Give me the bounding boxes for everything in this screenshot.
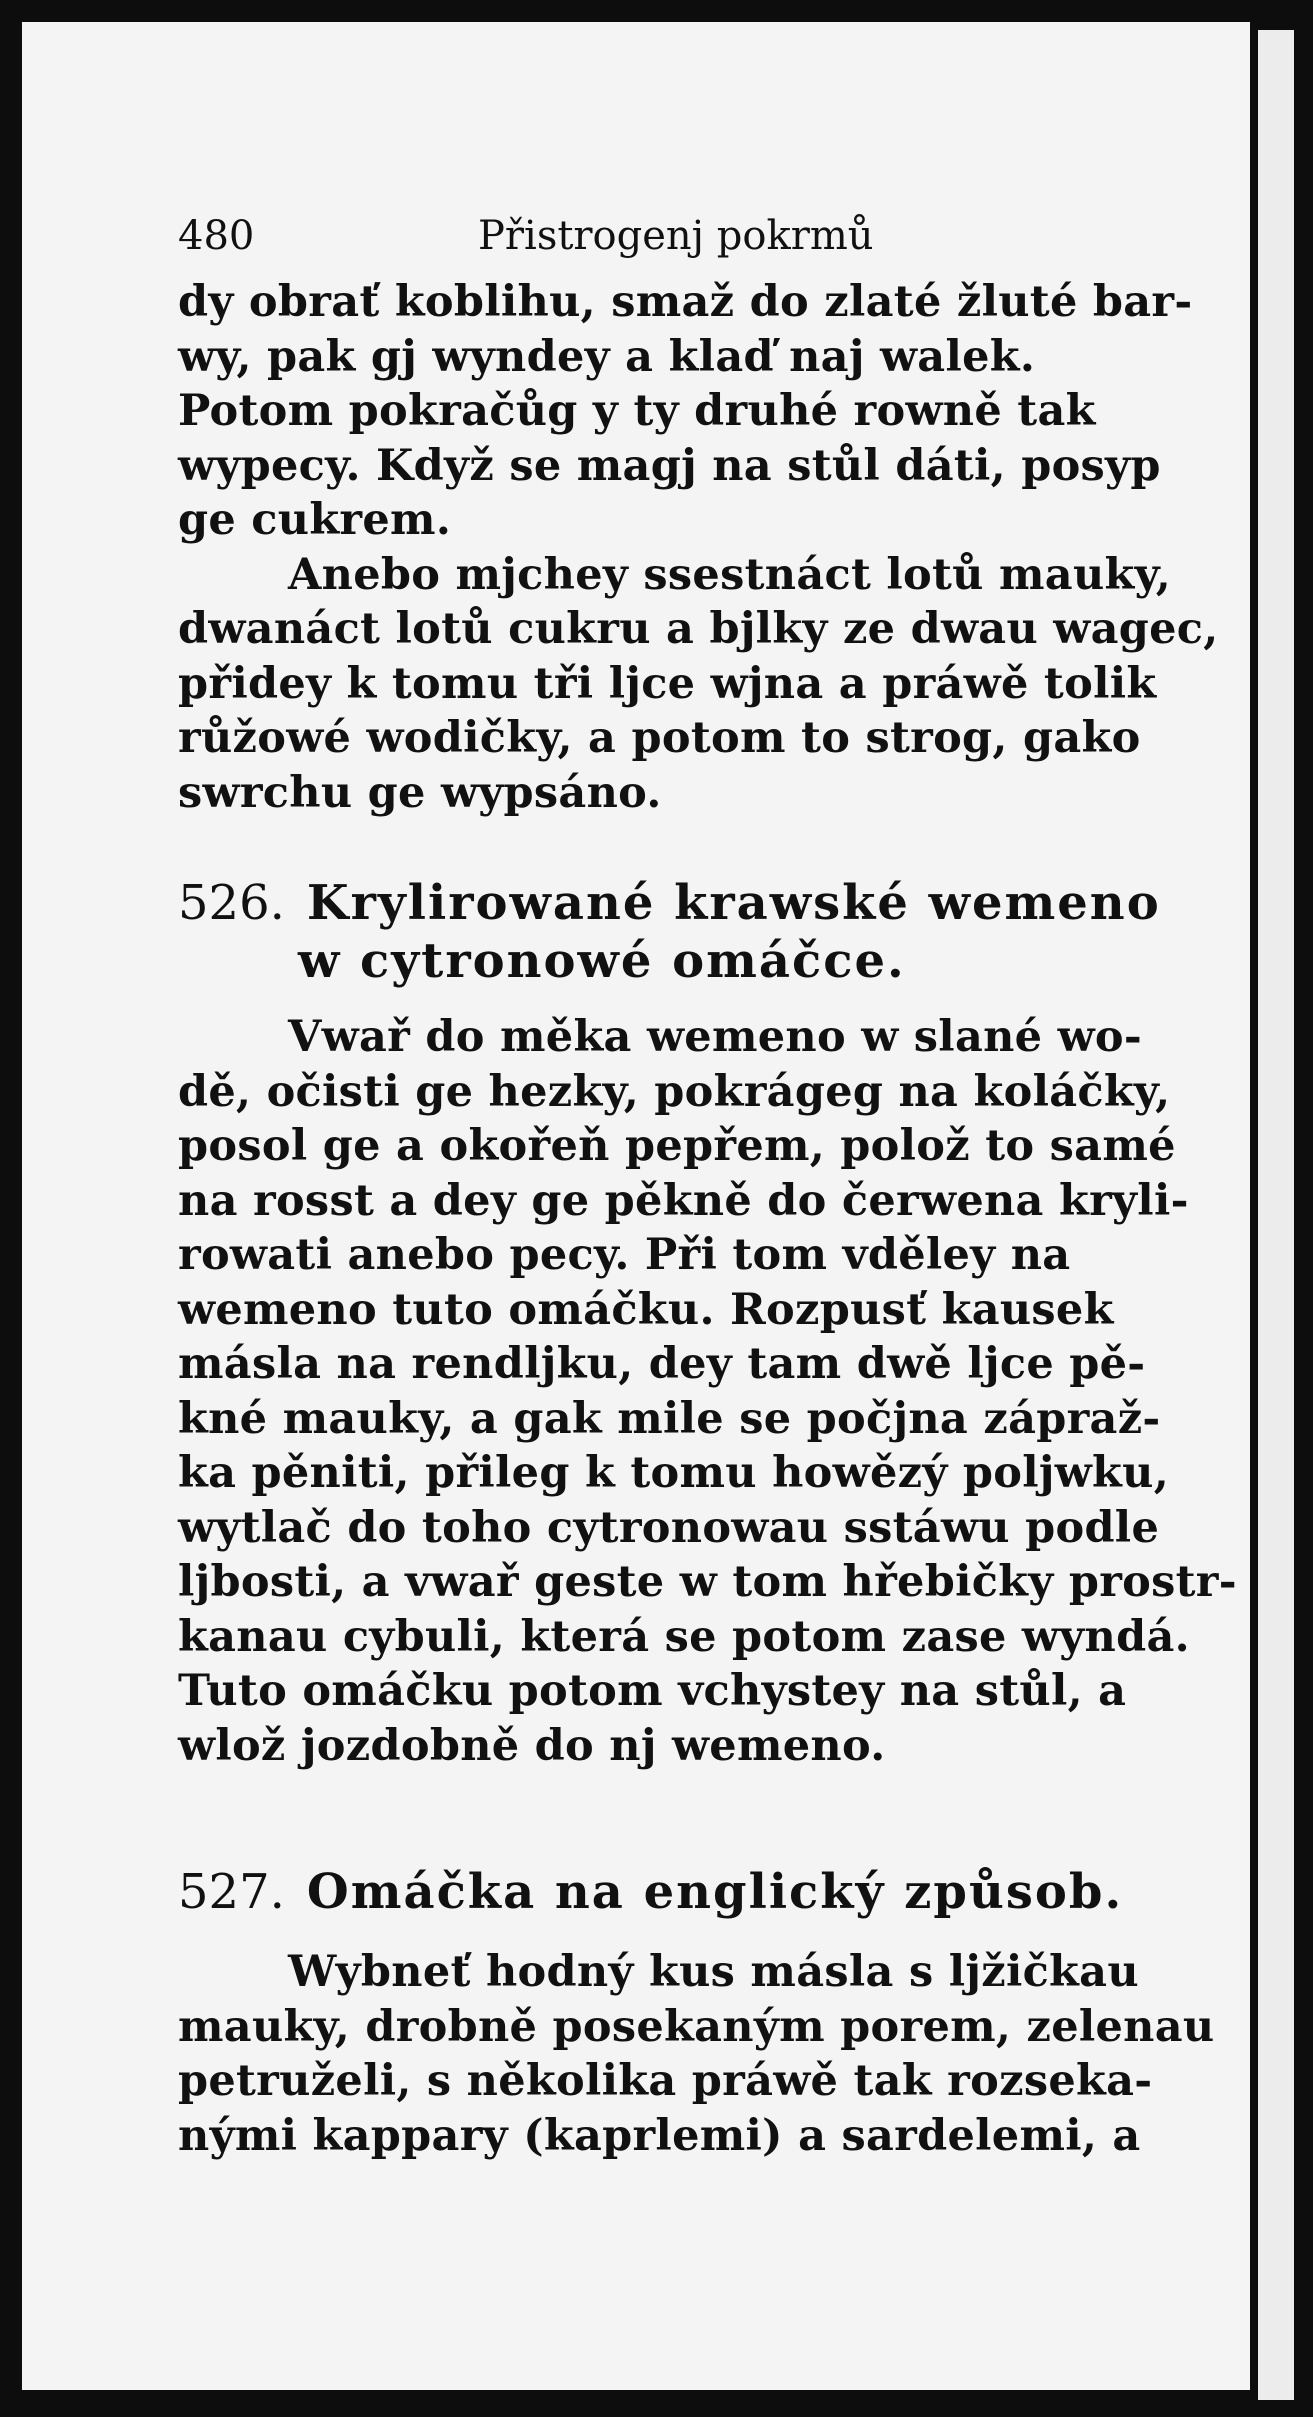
- text-line: wy, pak gj wyndey a klaď naj walek.: [178, 331, 1036, 382]
- text-line: kanau cybuli, která se potom zase wyndá.: [178, 1611, 1190, 1662]
- text-line: Potom pokračůg y ty druhé rowně tak: [178, 386, 1096, 436]
- running-head: [178, 205, 1178, 275]
- recipe-526-heading: [178, 874, 1178, 990]
- adjacent-page-edge: [1258, 30, 1294, 2400]
- text-line: wlož jozdobně do nj wemeno.: [178, 1720, 886, 1771]
- text-line: nými kappary (kaprlemi) a sardelemi, a: [178, 2110, 1141, 2161]
- text-line: dě, očisti ge hezky, pokrágeg na koláčky,: [178, 1066, 1171, 1117]
- text-line: dy obrať koblihu, smaž do zlaté žluté bar-: [178, 277, 1193, 327]
- recipe-title: w cytronowé omáčce.: [298, 933, 906, 989]
- paragraph-continuation: [178, 275, 1193, 548]
- page-text: [178, 205, 1237, 2163]
- recipe-title: Omáčka na englický způsob.: [306, 1864, 1124, 1920]
- text-line: wytlač do toho cytronowau sstáwu podle: [178, 1502, 1160, 1553]
- recipe-title: Krylirowané krawské wemeno: [306, 875, 1161, 931]
- recipe-number: 527.: [178, 1864, 285, 1920]
- recipe-number: 526.: [178, 875, 285, 931]
- running-head-title: Přistrogenj pokrmů: [478, 213, 874, 259]
- paragraph-alternative: [178, 548, 1219, 821]
- recipe-heading-line: [178, 874, 1178, 932]
- text-line: přidey k tomu tři ljce wjna a práwě tolik: [178, 658, 1157, 709]
- text-line: Tuto omáčku potom vchystey na stůl, a: [178, 1666, 1127, 1716]
- text-line: dwanáct lotů cukru a bjlky ze dwau wagec,: [178, 604, 1219, 654]
- text-line: mauky, drobně posekaným porem, zelenau: [178, 2001, 1215, 2052]
- text-line: růžowé wodičky, a potom to strog, gako: [178, 713, 1141, 763]
- recipe-526-body: [178, 1010, 1237, 1773]
- text-line: ka pěniti, přileg k tomu howězý poljwku,: [178, 1448, 1169, 1498]
- text-line: rowati anebo pecy. Při tom vděley na: [178, 1230, 1071, 1280]
- text-line: posol ge a okořeň pepřem, polož to samé: [178, 1121, 1176, 1171]
- text-line: wemeno tuto omáčku. Rozpusť kausek: [178, 1284, 1114, 1335]
- page-number: 480: [178, 213, 255, 259]
- text-line: másla na rendljku, dey tam dwě ljce pě-: [178, 1339, 1146, 1389]
- text-line: swrchu ge wypsáno.: [178, 767, 662, 818]
- text-line: Wybneť hodný kus másla s ljžičkau: [288, 1947, 1139, 1997]
- text-line: Vwař do měka wemeno w slané wo-: [288, 1012, 1143, 1062]
- recipe-527-body: [178, 1945, 1215, 2163]
- text-line: na rosst a dey ge pěkně do čerwena kryli-: [178, 1175, 1189, 1226]
- text-line: ljbosti, a vwař geste w tom hřebičky prostr-: [178, 1557, 1237, 1607]
- text-line: petruželi, s několika práwě tak rozseka-: [178, 2056, 1153, 2106]
- text-line: Anebo mjchey ssestnáct lotů mauky,: [288, 549, 1172, 600]
- text-line: wypecy. Když se magj na stůl dáti, posyp: [178, 440, 1161, 491]
- recipe-heading-line: [178, 1863, 1178, 1921]
- text-line: ge cukrem.: [178, 495, 452, 545]
- recipe-527-heading: [178, 1863, 1178, 1921]
- text-line: kné mauky, a gak mile se počjna zápraž-: [178, 1393, 1161, 1444]
